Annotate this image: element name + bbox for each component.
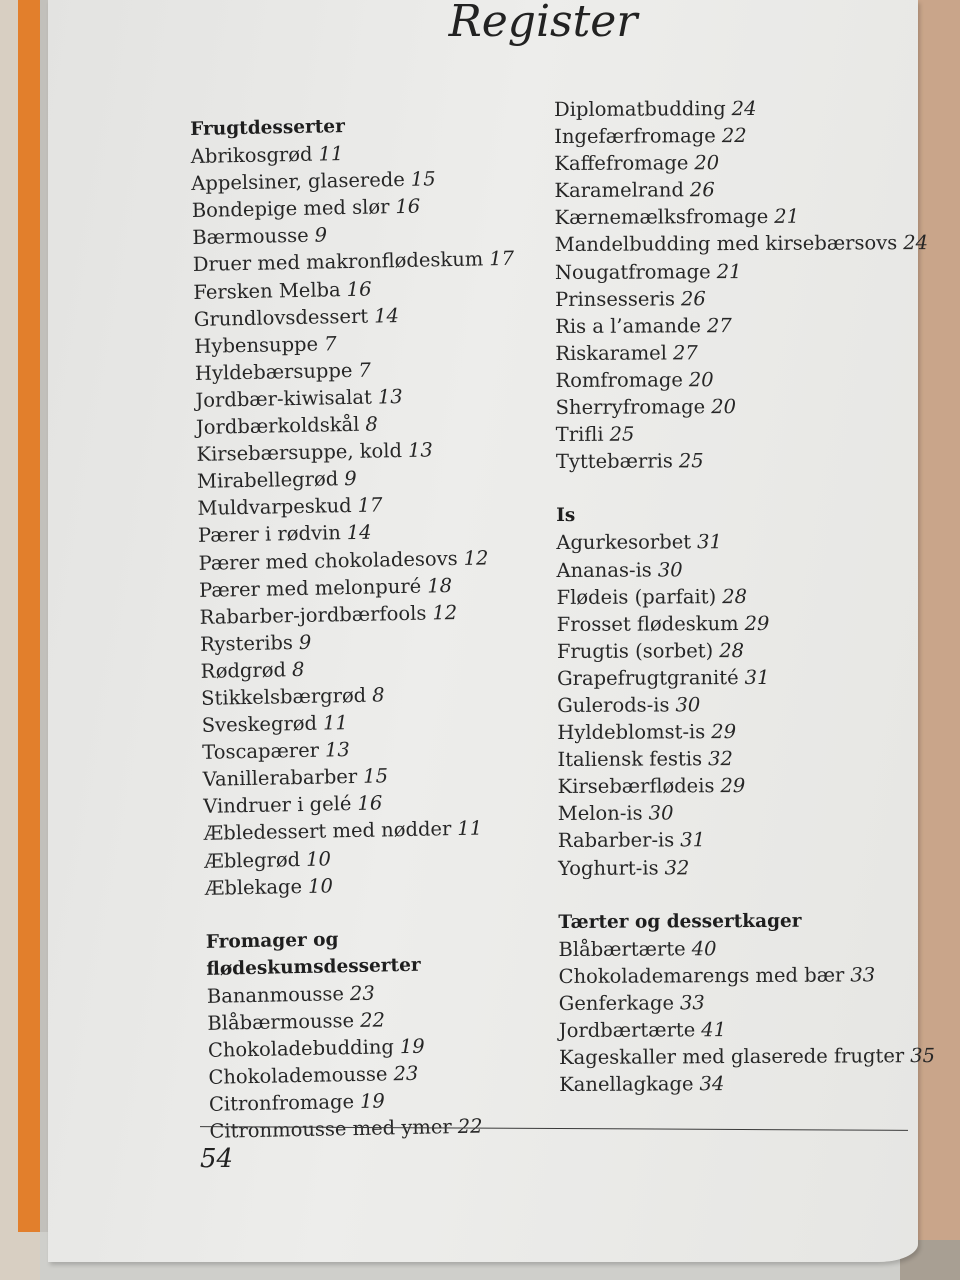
- entry-page-number: 31: [744, 665, 770, 689]
- entry-page-number: 11: [457, 816, 483, 841]
- entry-name: Fersken Melba: [193, 277, 341, 304]
- entry-name: Agurkesorbet: [556, 530, 692, 555]
- entry-page-number: 13: [324, 738, 351, 762]
- entry-name: Riskaramel: [555, 341, 667, 365]
- entry-name: Kageskaller med glaserede frugter: [558, 1044, 905, 1070]
- entry-name: Pærer med chokoladesovs: [198, 546, 458, 575]
- entry-name: Jordbærtærte: [558, 1018, 696, 1042]
- entry-page-number: 19: [399, 1034, 425, 1059]
- entry-page-number: 20: [694, 151, 720, 175]
- entry-name: Stikkelsbærgrød: [200, 683, 367, 710]
- entry-page-number: 8: [371, 683, 385, 707]
- entry-name: Nougatfromage: [554, 259, 711, 284]
- entry-page-number: 11: [318, 142, 344, 166]
- section-heading: Tærter og dessertkager: [558, 910, 802, 933]
- entry-name: Toscapærer: [202, 738, 320, 765]
- entry-page-number: 18: [426, 573, 453, 598]
- entry-page-number: 12: [463, 545, 489, 570]
- entry-name: Genferkage: [558, 991, 675, 1015]
- entry-page-number: 26: [680, 286, 706, 310]
- entry-page-number: 9: [298, 630, 312, 654]
- entry-name: Ingefærfromage: [554, 124, 716, 149]
- entry-page-number: 33: [679, 991, 705, 1015]
- entry-name: Citronfromage: [208, 1090, 355, 1117]
- entry-name: Tyttebærris: [555, 449, 673, 474]
- entry-name: Frosset flødeskum: [556, 611, 739, 636]
- index-entry: [559, 961, 919, 990]
- entry-name: Romfromage: [555, 368, 683, 392]
- entry-page-number: 31: [680, 828, 706, 852]
- entry-page-number: 23: [349, 981, 375, 1005]
- entry-page-number: 31: [697, 530, 722, 554]
- entry-page-number: 16: [395, 194, 421, 219]
- entry-page-number: 26: [689, 178, 715, 202]
- entry-page-number: 11: [322, 711, 349, 735]
- entry-name: Kaffefromage: [554, 151, 689, 176]
- entry-page-number: 17: [489, 247, 515, 271]
- index-entry: [558, 798, 918, 827]
- entry-name: Prinsesseris: [555, 287, 676, 311]
- entry-name: Chokolademarengs med bær: [558, 963, 845, 988]
- entry-page-number: 22: [457, 1114, 483, 1139]
- index-entry: [559, 1069, 919, 1098]
- entry-page-number: 33: [850, 963, 876, 987]
- entry-page-number: 40: [691, 936, 717, 961]
- entry-page-number: 29: [744, 611, 770, 635]
- entry-name: Æblegrød: [204, 847, 301, 873]
- index-entry: [555, 202, 915, 231]
- entry-page-number: 12: [432, 600, 458, 625]
- index-entry: [558, 934, 918, 963]
- entry-name: Rødgrød: [200, 658, 287, 683]
- entry-name: Mirabellegrød: [196, 467, 339, 494]
- index-entry: [555, 365, 915, 394]
- index-entry: [556, 419, 916, 448]
- index-entry: [555, 338, 915, 367]
- entry-name: Grapefrugtgranité: [556, 665, 739, 690]
- entry-page-number: 7: [358, 358, 372, 382]
- entry-name: Kirsebærflødeis: [557, 774, 715, 799]
- entry-page-number: 19: [359, 1089, 386, 1114]
- entry-page-number: 35: [910, 1044, 936, 1068]
- entry-name: Melon-is: [557, 801, 643, 826]
- entry-page-number: 16: [357, 791, 383, 816]
- index-entry: [557, 636, 917, 665]
- entry-page-number: 28: [719, 638, 745, 662]
- entry-page-number: 8: [291, 657, 305, 682]
- entry-page-number: 29: [720, 774, 746, 798]
- entry-name: Diplomatbudding: [554, 97, 726, 121]
- entry-page-number: 17: [357, 493, 383, 518]
- entry-page-number: 30: [657, 557, 683, 581]
- entry-page-number: 13: [377, 384, 403, 409]
- entry-name: Trifli: [555, 422, 604, 447]
- entry-name: Appelsiner, glaserede: [191, 168, 406, 196]
- index-entry: [554, 148, 914, 177]
- index-entry: [555, 311, 915, 340]
- index-entry: [554, 230, 929, 259]
- entry-page-number: 22: [359, 1008, 386, 1032]
- entry-name: Vindruer i gelé: [203, 792, 352, 819]
- entry-name: Gulerods-is: [557, 693, 670, 717]
- entry-page-number: 30: [648, 801, 674, 825]
- entry-name: Æblekage: [204, 874, 303, 900]
- index-entry: [556, 392, 916, 421]
- entry-page-number: 28: [722, 584, 748, 608]
- entry-name: Chokolademousse: [208, 1062, 388, 1090]
- entry-page-number: 15: [410, 167, 436, 191]
- entry-page-number: 20: [688, 368, 714, 392]
- entry-page-number: 25: [609, 422, 635, 446]
- index-entry: [555, 257, 915, 286]
- index-entry: [558, 826, 918, 855]
- entry-name: Yoghurt-is: [557, 855, 659, 880]
- index-entry: [559, 988, 919, 1017]
- index-entry: [557, 690, 917, 719]
- entry-name: Hyldeblomst-is: [557, 720, 706, 745]
- section-heading: Frugtdesserter: [190, 116, 346, 140]
- index-column-left: [190, 109, 550, 1145]
- entry-name: Blåbærtærte: [558, 937, 686, 961]
- entry-name: Italiensk festis: [557, 747, 703, 772]
- entry-name: Kirsebærsuppe, kold: [196, 439, 403, 467]
- entry-name: Ananas-is: [556, 557, 652, 582]
- index-entry: [556, 446, 916, 475]
- entry-name: Karamelrand: [554, 178, 684, 203]
- index-entry: [557, 717, 917, 746]
- entry-name: Citronmousse med ymer: [209, 1115, 452, 1144]
- entry-name: Kærnemælksfromage: [554, 205, 769, 230]
- entry-name: Hybensuppe: [194, 332, 319, 358]
- entry-page-number: 23: [393, 1061, 419, 1086]
- entry-page-number: 32: [708, 747, 733, 771]
- entry-page-number: 7: [323, 331, 337, 356]
- entry-name: Frugtis (sorbet): [556, 638, 714, 663]
- index-entry: [556, 528, 916, 557]
- entry-name: Grundlovsdessert: [193, 304, 369, 331]
- entry-page-number: 10: [305, 846, 332, 871]
- index-entry: [557, 582, 917, 611]
- entry-page-number: 14: [346, 520, 372, 545]
- entry-name: Chokoladebudding: [207, 1035, 395, 1062]
- entry-page-number: 24: [731, 96, 757, 121]
- entry-page-number: 29: [711, 720, 737, 744]
- entry-page-number: 9: [314, 223, 328, 248]
- entry-name: Muldvarpeskud: [197, 494, 352, 521]
- index-entry: [558, 771, 918, 800]
- section-spacer: [556, 473, 916, 502]
- entry-name: Rabarber-jordbærfools: [199, 601, 427, 629]
- index-entry: [558, 1042, 936, 1071]
- entry-name: Druer med makronflødeskum: [192, 247, 484, 277]
- index-entry: [557, 609, 917, 638]
- index-entry: [555, 284, 915, 313]
- section-spacer: [558, 880, 918, 909]
- index-entry: [554, 175, 914, 204]
- index-entry: [557, 663, 917, 692]
- entry-page-number: 13: [407, 438, 434, 462]
- entry-name: Mandelbudding med kirsebærsovs: [554, 231, 898, 257]
- entry-name: Bærmousse: [192, 224, 309, 250]
- entry-page-number: 20: [711, 395, 737, 419]
- entry-page-number: 24: [903, 231, 929, 255]
- entry-name: Bananmousse: [206, 982, 345, 1008]
- entry-name: Sherryfromage: [555, 395, 706, 420]
- entry-page-number: 27: [672, 341, 698, 365]
- section-heading: Fromager og flødeskumsdesserter: [205, 929, 421, 980]
- entry-name: Jordbær-kiwisalat: [195, 385, 373, 412]
- entry-name: Flødeis (parfait): [556, 584, 717, 609]
- page-title: Register: [448, 0, 638, 47]
- index-entry: [556, 555, 916, 584]
- entry-name: Jordbærkoldskål: [195, 412, 360, 439]
- entry-name: Ris a l’amande: [555, 313, 701, 338]
- entry-page-number: 8: [365, 412, 379, 436]
- entry-page-number: 10: [307, 874, 334, 898]
- entry-page-number: 32: [664, 855, 690, 879]
- entry-page-number: 14: [373, 303, 400, 328]
- index-entry: [554, 94, 914, 123]
- entry-name: Pærer i rødvin: [197, 521, 342, 548]
- index-entry: [557, 744, 917, 773]
- entry-name: Kanellagkage: [559, 1072, 694, 1097]
- entry-name: Vanillerabarber: [202, 765, 358, 792]
- entry-name: Bondepige med slør: [191, 195, 390, 223]
- entry-page-number: 21: [716, 259, 742, 283]
- index-entry: [559, 1015, 919, 1044]
- entry-page-number: 9: [343, 467, 357, 491]
- entry-page-number: 15: [362, 764, 389, 789]
- entry-name: Sveskegrød: [201, 711, 318, 737]
- entry-page-number: 21: [774, 205, 800, 229]
- entry-name: Æbledessert med nødder: [203, 817, 452, 846]
- entry-page-number: 34: [699, 1072, 725, 1096]
- entry-page-number: 16: [346, 277, 372, 301]
- section-heading: Is: [556, 505, 576, 527]
- entry-name: Rysteribs: [199, 630, 294, 656]
- entry-name: Blåbærmousse: [207, 1009, 355, 1035]
- page-number: 54: [200, 1144, 234, 1174]
- index-entry: [558, 853, 918, 882]
- entry-name: Abrikosgrød: [190, 142, 313, 169]
- index-column-right: [554, 94, 936, 1098]
- entry-name: Rabarber-is: [557, 828, 675, 853]
- entry-page-number: 41: [701, 1018, 727, 1042]
- entry-page-number: 30: [675, 693, 701, 717]
- book-page: [48, 0, 936, 1262]
- index-entry: [554, 121, 914, 150]
- entry-name: Pærer med melonpuré: [198, 574, 422, 602]
- entry-name: Hyldebærsuppe: [194, 358, 353, 385]
- entry-page-number: 25: [678, 449, 704, 473]
- entry-page-number: 22: [721, 124, 747, 148]
- entry-page-number: 27: [706, 313, 732, 337]
